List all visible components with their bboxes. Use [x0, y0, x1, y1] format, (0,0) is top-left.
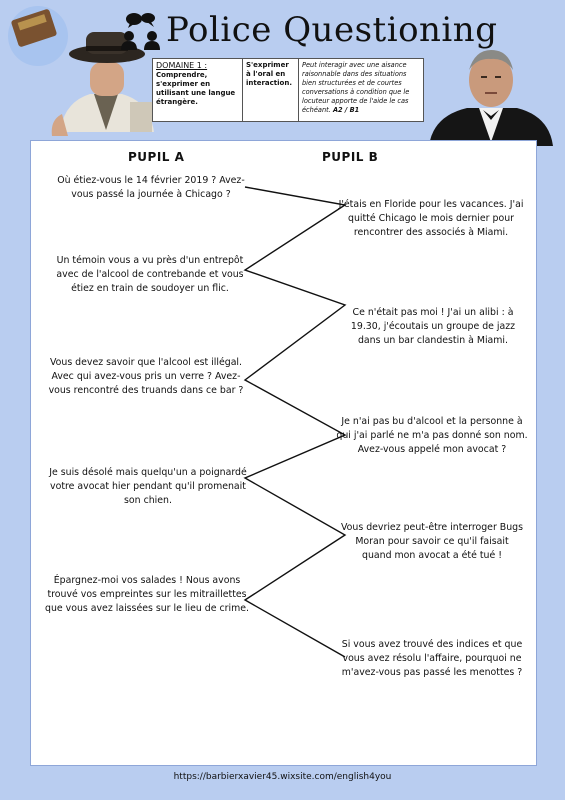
pupil-b-line-1: J'étais en Floride pour les vacances. J'ai quitté Chicago le mois dernier pour rencontrer des associés à Miami.: [338, 199, 524, 238]
domain-skill: S'exprimer à l'oral en interaction.: [243, 59, 299, 121]
pupil-b-line-4: Vous devriez peut-être interroger Bugs Moran pour savoir ce qu'il faisait quand mon avocat a été tué !: [340, 522, 523, 561]
pupil-a-heading: PUPIL A: [128, 150, 185, 164]
pupil-a-line-2: Un témoin vous a vu près d'un entrepôt avec de l'alcool de contrebande et vous étiez en train de soudoyer un flic.: [56, 255, 244, 294]
domain-descriptor: Peut interagir avec une aisance raisonnable dans des situations bien structurées et de courtes conversations à condition que le locuteur apporte de l'aide le cas échéant.: [302, 61, 410, 114]
domain-heading: DOMAINE 1 :: [156, 61, 208, 70]
domain-level: A2 / B1: [332, 106, 360, 114]
page-title: Police Questioning: [166, 10, 498, 50]
pupil-a-line-3: Vous devez savoir que l'alcool est illégal. Avec qui avez-vous pris un verre ? Avez-vous rencontré des truands dans ce bar ?: [48, 357, 244, 396]
pupil-b-line-5: Si vous avez trouvé des indices et que vous avez résolu l'affaire, pourquoi ne m'avez-vous pas passé les menottes ?: [341, 639, 523, 678]
pupil-b-line-3: Je n'ai pas bu d'alcool et la personne à qui j'ai parlé ne m'a pas donné son nom. Avez-vous appelé mon avocat ?: [336, 416, 528, 455]
pupil-a-line-5: Épargnez-moi vos salades ! Nous avons trouvé vos empreintes sur les mitraillettes que vous avez laissées sur le lieu de crime.: [45, 575, 249, 614]
domain-competence: Comprendre, s'exprimer en utilisant une langue étrangère.: [156, 71, 236, 106]
pupil-a-line-4: Je suis désolé mais quelqu'un a poignardé votre avocat hier pendant qu'il promenait son chien.: [49, 467, 247, 506]
pupil-b-line-2: Ce n'était pas moi ! J'ai un alibi : à 19.30, j'écoutais un groupe de jazz dans un bar clandestin à Miami.: [350, 307, 516, 346]
pupil-b-heading: PUPIL B: [322, 150, 379, 164]
pupil-a-line-1: Où étiez-vous le 14 février 2019 ? Avez-vous passé la journée à Chicago ?: [57, 175, 245, 200]
footer-url[interactable]: https://barbierxavier45.wixsite.com/english4you: [173, 772, 392, 782]
